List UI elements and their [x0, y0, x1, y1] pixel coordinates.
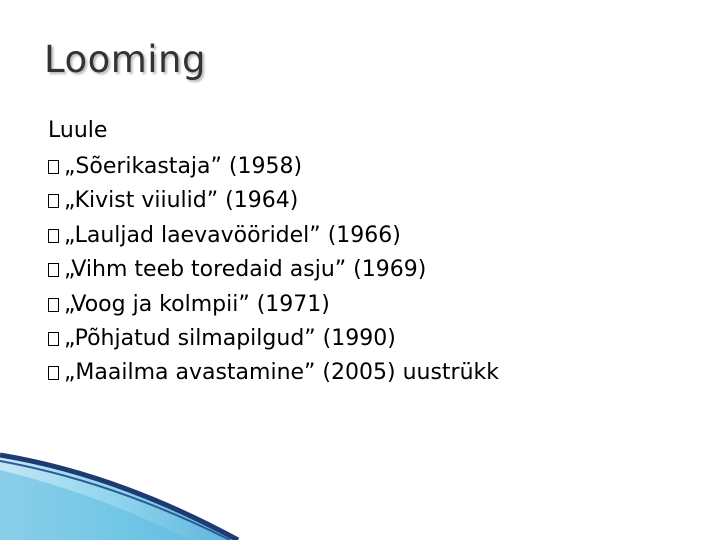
works-list [48, 150, 499, 391]
square-bullet-icon [48, 263, 59, 277]
list-item-text: „Lauljad laevavööridel” (1966) [64, 222, 401, 248]
square-bullet-icon [48, 229, 59, 243]
square-bullet-icon [48, 298, 59, 312]
list-item-text: „Sõerikastaja” (1958) [64, 154, 303, 179]
square-bullet-icon [48, 160, 59, 174]
list-item-text: „Põhjatud silmapilgud” (1990) [64, 325, 396, 351]
list-item [48, 253, 499, 287]
square-bullet-icon [48, 194, 59, 208]
list-item [48, 150, 499, 184]
list-item [48, 184, 499, 218]
section-heading: Luule [48, 118, 108, 143]
list-item-text: „Vihm teeb toredaid asju” (1969) [64, 257, 427, 283]
slide-title: Looming [44, 38, 206, 81]
list-item [48, 219, 499, 253]
square-bullet-icon [48, 366, 59, 380]
list-item-text: „Kivist viiulid” (1964) [64, 188, 299, 214]
square-bullet-icon [48, 332, 59, 346]
list-item [48, 288, 499, 322]
list-item-text: „Maailma avastamine” (2005) uustrükk [64, 360, 500, 386]
list-item [48, 322, 499, 356]
list-item-text: „Voog ja kolmpii” (1971) [64, 291, 330, 317]
list-item [48, 356, 499, 390]
